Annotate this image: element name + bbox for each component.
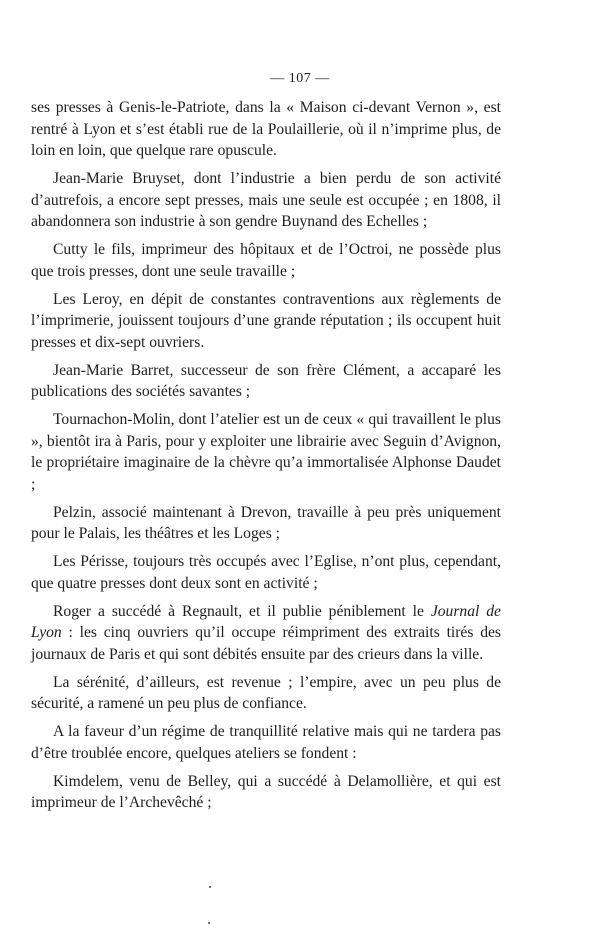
paragraph-10: La sérénité, d’ailleurs, est revenue ; l’empire, avec un peu plus de sécurité, a ramené un peu plus de confiance. [31,673,501,712]
journal-title: Journal de Lyon [31,602,501,641]
stray-mark [208,922,210,924]
paragraph-5: Jean-Marie Barret, successeur de son frère Clément, a accaparé les publications des sociétés savantes ; [31,361,501,400]
paragraph-11: A la faveur d’un régime de tranquillité relative mais qui ne tardera pas d’être troublée encore, quelques ateliers se fondent : [31,723,501,762]
paragraph-2: Jean-Marie Bruyset, dont l’industrie a bien perdu de son activité d’autrefois, a encore sept presses, mais une seule est occupée ; en 1808, il abandonnera son industrie à son gendre Buynand des Echelles ; [31,170,501,230]
paragraph-6: Tournachon-Molin, dont l’atelier est un de ceux « qui travaillent le plus », bientôt ira à Paris, pour y exploiter une librairie avec Seguin d’Avignon, le propriétaire imaginaire de la chèvre qu’a immortalisée Alphonse Daudet ; [31,411,501,493]
paragraph-7: Pelzin, associé maintenant à Drevon, travaille à peu près uniquement pour le Palais, les théâtres et les Loges ; [31,503,501,542]
paragraph-4: Les Leroy, en dépit de constantes contraventions aux règlements de l’imprimerie, jouissent toujours d’une grande réputation ; ils occupent huit presses et dix-sept ouvriers. [31,290,501,351]
paragraph-8: Les Périsse, toujours très occupés avec l’Eglise, n’ont plus, cependant, que quatre presses dont deux sont en activité ; [31,553,501,592]
paragraph-12: Kimdelem, venu de Belley, qui a succédé à Delamollière, et qui est imprimeur de l’Archevêché ; [31,772,501,811]
paragraph-9 [31,601,501,666]
paragraph-1: ses presses à Genis-le-Patriote, dans la « Maison ci-devant Vernon », est rentré à Lyon et s’est établi rue de la Poulaillerie, où il n’imprime plus, de loin en loin, que quelque rare opuscule. [31,99,501,159]
page-number: — 107 — [270,71,330,86]
paragraph-9-after: : les cinq ouvriers qu’il occupe réimpriment des extraits tirés des journaux de Paris et qui sont débités ensuite par des crieurs dans la ville. [31,624,501,663]
stray-mark [209,886,211,888]
body-text [31,97,501,820]
paragraph-3: Cutty le fils, imprimeur des hôpitaux et de l’Octroi, ne possède plus que trois presses, dont une seule travaille ; [31,241,501,280]
paragraph-9-before: Roger a succédé à Regnault, et il publie péniblement le [53,602,431,620]
